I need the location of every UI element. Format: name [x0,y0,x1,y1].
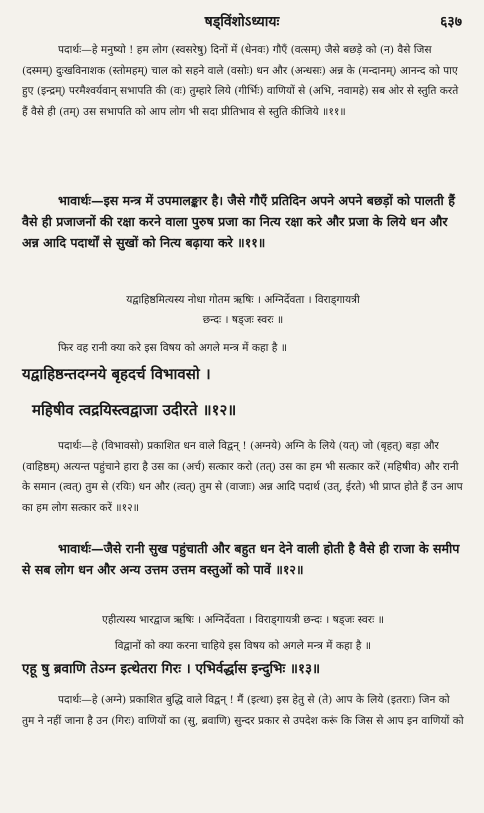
running-head: षड्विंशोऽध्यायः [204,14,280,30]
rishi-line-13: एहीत्यस्य भारद्वाज ऋषिः । अग्निर्देवता । विराड्गायत्री छन्दः । षड्जः स्वरः ॥ [102,614,384,626]
bhavartha-paragraph-11: भावार्थः—इस मन्त्र में उपमालङ्कार है। जैसे गौएँ प्रतिदिन अपने अपने बछड़ों को पालती हैं वैसे ही प्रजाजनों की रक्षा करने वाला पुरुष प्रजा का नित्य रक्षा करे और प्रजा के लिये धन और अन्न आदि पदार्थों से सुखों को नित्य बढ़ाया करे ॥११॥ [22,193,455,250]
page-header [0,8,484,36]
verse-13: एहू षु ब्रवाणि तेऽग्न इत्थेतरा गिरः । एभिर्वर्द्धास इन्दुभिः ॥१३॥ [22,661,321,677]
verse-12-line1: यद्वाहिष्ठन्तदग्नये बृहदर्च विभावसो । [22,365,211,383]
bhavartha-paragraph-12: भावार्थः—जैसे रानी सुख पहुंचाती और बहुत धन देने वाली होती है वैसे ही राजा के समीप से सब लोग धन और अन्य उत्तम उत्तम वस्तुओं को पावें ॥१२॥ [22,541,460,577]
meaning-paragraph-11: पदार्थः—हे मनुष्यो ! हम लोग (स्वसरेषु) दिनों में (धेनवः) गौएँ (वत्सम्) जैसे बछड़े को (न) वैसे जिस (दस्मम्) दुःखविनाशक (स्तोमहम्) चाल को सहने वाले (वसोः) धन और (अन्धसः) अन्न के (मन्दानम्) आनन्द को पाए हुए (इन्द्रम्) परमैश्वर्यवान् सभापति की (वः) तुम्हारे लिये (गीर्भिः) वाणियों से (अभि, नवामहे) सब ओर से स्तुति करते हैं वैसे ही (तम्) उस सभापति को आप लोग भी सदा प्रीतिभाव से स्तुति कीजिये ॥११॥ [22,44,459,118]
intro-13: विद्वानों को क्या करना चाहिये इस विषय को अगले मन्त्र में कहा है ॥ [114,640,372,652]
intro-12: फिर वह रानी क्या करे इस विषय को अगले मन्त्र में कहा है ॥ [58,342,288,354]
meaning-paragraph-13: पदार्थः—हे (अग्ने) प्रकाशित बुद्धि वाले विद्वन् ! मैं (इत्था) इस हेतु से (ते) आप के लिये (इतराः) जिन को तुम ने नहीं जाना है उन (गिरः) वाणियों का (सु, ब्रवाणि) सुन्दर प्रकार से उपदेश करूं कि जिस से आप इन वाणियों को [22,694,464,727]
rishi-line-12b: छन्दः । षड्जः स्वरः ॥ [202,314,284,326]
meaning-paragraph-12: पदार्थः—हे (विभावसो) प्रकाशित धन वाले विद्वन् ! (अग्नये) अग्नि के लिये (यत्) जो (बृहत्) बड़ा और (वाहिष्ठम्) अत्यन्त पहुंचाने हारा है उस का (अर्च) सत्कार करो (तत्) उस का हम भी सत्कार करें (महिषीव) और रानी के समान (त्वत्) तुम से (रयिः) धन और (त्वत्) तुम से (वाजाः) अन्न आदि पदार्थ (उत्, ईरते) भी प्राप्त होते हैं उन आप का हम लोग सत्कार करें ॥१२॥ [22,440,463,514]
rishi-line-12a: यद्वाहिष्ठमित्यस्य नोधा गोतम ऋषिः । अग्निर्देवता । विराड्गायत्री [126,294,360,306]
verse-12-line2: महिषीव त्वद्रयिस्त्वद्वाजा उदीरते ॥१२॥ [32,401,237,419]
page-number: ६३७ [440,14,462,30]
